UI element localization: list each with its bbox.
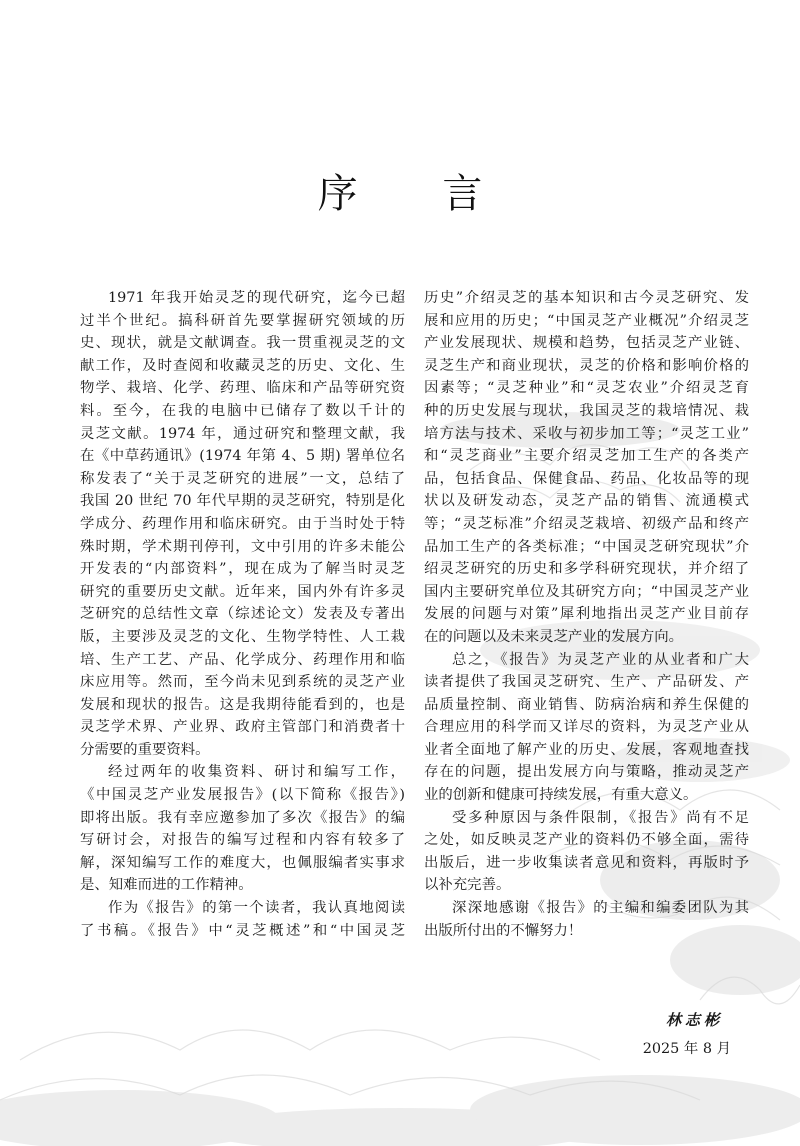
text-line: 等；“灵芝标准”介绍灵芝栽培、初级产品和终产	[424, 515, 749, 532]
text-line: 即将出版。我有幸应邀参加了多次《报告》的编	[80, 809, 405, 826]
text-line: 种的历史发展与现状，我国灵芝的栽培情况、栽	[424, 402, 749, 419]
text-line: 出版所付出的不懈努力！	[424, 922, 583, 939]
text-line: 总之，《报告》为灵芝产业的从业者和广大	[452, 651, 749, 668]
text-line: 了书稿。《报告》中“灵芝概述”和“中国灵芝	[80, 922, 405, 939]
text-line: 经过两年的收集资料、研讨和编写工作，	[108, 764, 405, 781]
text-line: 品，包括食品、保健食品、药品、化妆品等的现	[424, 470, 749, 487]
text-line: 展和应用的历史；“中国灵芝产业概况”介绍灵芝	[424, 312, 749, 329]
text-line: 状以及研发动态，灵芝产品的销售、流通模式	[424, 493, 749, 510]
page-title: 序 言	[317, 171, 519, 217]
text-line: 因素等；“灵芝种业”和“灵芝农业”介绍灵芝育	[424, 380, 749, 397]
text-line: 培、生产工艺、产品、化学成分、药理作用和临	[80, 651, 405, 668]
text-line: 深深地感谢《报告》的主编和编委团队为其	[452, 900, 749, 917]
text-line: 过半个世纪。搞科研首先要掌握研究领域的历	[80, 312, 405, 329]
text-line: 写研讨会，对报告的编写过程和内容有较多了	[80, 832, 405, 849]
text-line: 品质量控制、商业销售、防病治病和养生保健的	[424, 696, 749, 713]
text-line: 分需要的重要资料。	[80, 741, 210, 758]
text-line: 芝研究的总结性文章（综述论文）发表及专著出	[80, 606, 405, 623]
text-line: 开发表的“内部资料”，现在成为了解当时灵芝	[80, 561, 405, 578]
text-line: 出版后，进一步收集读者意见和资料，再版时予	[424, 854, 749, 871]
text-line: 国内主要研究单位及其研究方向；“中国灵芝产业	[424, 583, 749, 600]
text-line: 读者提供了我国灵芝研究、生产、产品研发、产	[424, 674, 749, 691]
text-line: 受多种原因与条件限制，《报告》尚有不足	[452, 809, 749, 826]
text-line: 业的创新和健康可持续发展，有重大意义。	[424, 787, 698, 804]
text-line: 存在的问题，提出发展方向与策略，推动灵芝产	[424, 764, 749, 781]
text-line: 称发表了“关于灵芝研究的进展”一文，总结了	[80, 470, 405, 487]
author-signature: 林志彬	[665, 1011, 723, 1029]
text-line: 《中国灵芝产业发展报告》(以下简称《报告》)	[80, 787, 405, 804]
text-line: 以补充完善。	[424, 877, 511, 894]
text-line: 业者全面地了解产业的历史、发展，客观地查找	[424, 741, 749, 758]
text-line: 合理应用的科学而又详尽的资料，为灵芝产业从	[424, 719, 749, 736]
text-line: 床应用等。然而，至今尚未见到系统的灵芝产业	[80, 674, 405, 691]
text-line: 产业发展现状、规模和趋势，包括灵芝产业链、	[424, 335, 749, 352]
text-line: 是、知难而进的工作精神。	[80, 877, 253, 894]
text-line: 1971 年我开始灵芝的现代研究，迄今已超	[108, 290, 405, 306]
text-line: 灵芝学术界、产业界、政府主管部门和消费者十	[80, 719, 405, 736]
text-line: 史、现状，就是文献调查。我一贯重视灵芝的文	[80, 335, 405, 352]
signature-date: 2025 年 8 月	[642, 1041, 731, 1057]
text-line: 在的问题以及未来灵芝产业的发展方向。	[424, 628, 684, 645]
text-line: 版，主要涉及灵芝的文化、生物学特性、人工栽	[80, 628, 405, 645]
text-line: 学成分、药理作用和临床研究。由于当时处于特	[80, 515, 405, 532]
text-line: 研究的重要历史文献。近年来，国内外有许多灵	[80, 583, 405, 600]
text-line: 在《中草药通讯》(1974 年第 4、5 期) 署单位名	[80, 448, 405, 465]
text-line: 殊时期，学术期刊停刊，文中引用的许多未能公	[80, 538, 405, 555]
text-line: 灵芝生产和商业现状，灵芝的价格和影响价格的	[424, 357, 749, 374]
text-line: 发展的问题与对策”犀利地指出灵芝产业目前存	[424, 606, 749, 623]
text-line: 料。至今，在我的电脑中已储存了数以千计的	[80, 402, 405, 419]
text-line: 作为《报告》的第一个读者，我认真地阅读	[108, 900, 405, 917]
text-line: 我国 20 世纪 70 年代早期的灵芝研究，特别是化	[80, 493, 405, 510]
text-line: 历史”介绍灵芝的基本知识和古今灵芝研究、发	[424, 290, 749, 306]
text-line: 献工作，及时查阅和收藏灵芝的历史、文化、生	[80, 357, 405, 374]
text-line: 绍灵芝研究的历史和多学科研究现状，并介绍了	[424, 561, 749, 578]
text-line: 和“灵芝商业”主要介绍灵芝加工生产的各类产	[424, 448, 749, 465]
right-text-column	[424, 287, 749, 942]
text-line: 灵芝文献。1974 年，通过研究和整理文献，我	[80, 425, 405, 442]
text-line: 培方法与技术、采收与初步加工等；“灵芝工业”	[424, 425, 749, 442]
text-line: 物学、栽培、化学、药理、临床和产品等研究资	[80, 380, 405, 397]
text-line: 发展和现状的报告。这是我期待能看到的，也是	[80, 696, 405, 713]
text-line: 之处，如反映灵芝产业的资料仍不够全面，需待	[424, 832, 749, 849]
text-line: 品加工生产的各类标准；“中国灵芝研究现状”介	[424, 538, 749, 555]
left-text-column	[80, 287, 405, 942]
text-line: 解，深知编写工作的难度大，也佩服编者实事求	[80, 854, 405, 871]
